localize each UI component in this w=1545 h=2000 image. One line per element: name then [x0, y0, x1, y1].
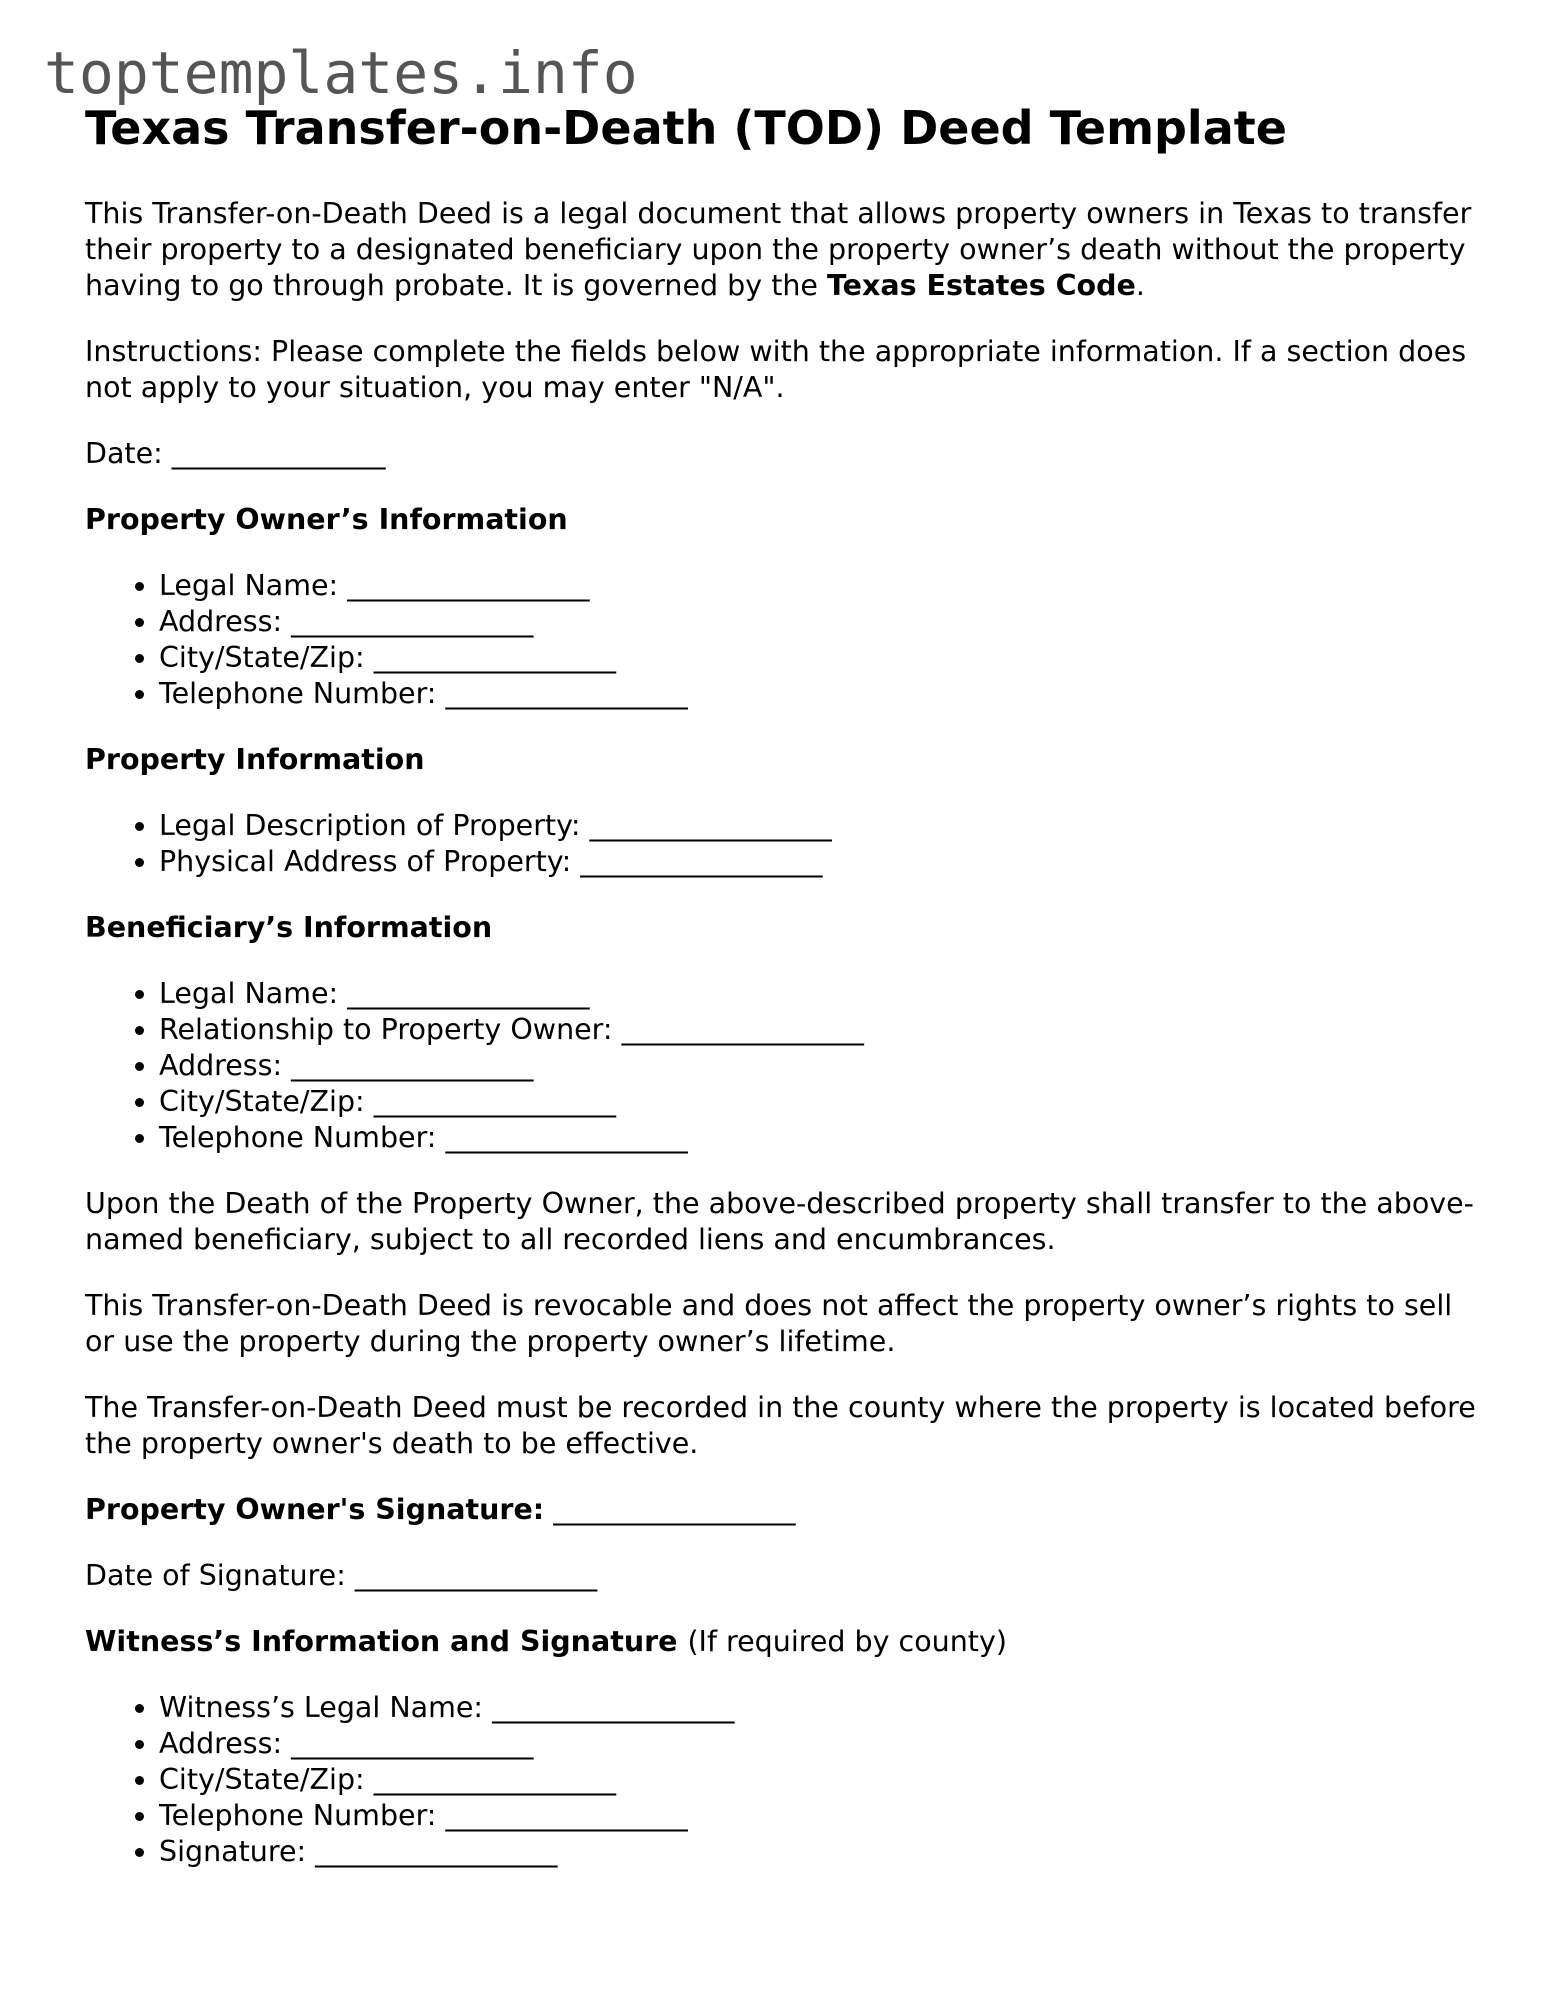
field-blank[interactable]: _________________	[291, 605, 534, 638]
list-item	[159, 1084, 1485, 1120]
list-item	[159, 640, 1485, 676]
signature-blank[interactable]: _________________	[553, 1493, 796, 1526]
field-blank[interactable]: _________________	[492, 1691, 735, 1724]
list-item	[159, 1048, 1485, 1084]
list-item	[159, 1120, 1485, 1156]
signature-label: Property Owner's Signature:	[85, 1493, 545, 1526]
field-label: Legal Name:	[159, 569, 339, 602]
field-label: Telephone Number:	[159, 1121, 437, 1154]
owner-fields	[85, 568, 1485, 712]
watermark: toptemplates.info	[44, 39, 638, 107]
list-item	[159, 1762, 1485, 1798]
document	[85, 100, 1485, 1900]
field-blank[interactable]: _________________	[445, 1799, 688, 1832]
signature-line	[85, 1492, 1485, 1528]
field-label: City/State/Zip:	[159, 1763, 365, 1796]
record-paragraph: The Transfer-on-Death Deed must be recorded in the county where the property is located before the property owner's death to be effective.	[85, 1391, 1476, 1460]
date-line	[85, 436, 1485, 472]
list-item	[159, 1798, 1485, 1834]
revocable-paragraph: This Transfer-on-Death Deed is revocable and does not affect the property owner’s rights to sell or use the property during the property owner’s lifetime.	[85, 1289, 1453, 1358]
field-blank[interactable]: _________________	[373, 641, 616, 674]
field-label: City/State/Zip:	[159, 1085, 365, 1118]
document-title: Texas Transfer-on-Death (TOD) Deed Template	[85, 101, 1287, 155]
field-label: Address:	[159, 605, 283, 638]
field-blank[interactable]: _________________	[291, 1049, 534, 1082]
witness-heading	[85, 1624, 1485, 1660]
list-item	[159, 808, 1485, 844]
date-signature-blank[interactable]: _________________	[354, 1559, 598, 1592]
field-label: City/State/Zip:	[159, 641, 365, 674]
field-blank[interactable]: _________________	[347, 977, 590, 1010]
date-signature-line	[85, 1558, 1485, 1594]
intro-text: This Transfer-on-Death Deed is a legal document that allows property owners in Texas to transfer their property to a designated beneficiary upon the property owner’s death without the property having to go through probate. It is governed by the	[85, 197, 1472, 302]
field-label: Address:	[159, 1049, 283, 1082]
field-blank[interactable]: _________________	[589, 809, 832, 842]
field-label: Legal Description of Property:	[159, 809, 581, 842]
date-signature-label: Date of Signature:	[85, 1559, 346, 1592]
list-item	[159, 1012, 1485, 1048]
field-blank[interactable]: _________________	[373, 1085, 616, 1118]
intro-bold: Texas Estates Code	[827, 269, 1136, 302]
field-blank[interactable]: _________________	[347, 569, 590, 602]
list-item	[159, 1690, 1485, 1726]
witness-fields	[85, 1690, 1485, 1870]
intro-end: .	[1135, 269, 1145, 302]
list-item	[159, 604, 1485, 640]
list-item	[159, 844, 1485, 880]
list-item	[159, 676, 1485, 712]
witness-note: (If required by county)	[687, 1625, 1007, 1658]
beneficiary-fields	[85, 976, 1485, 1156]
field-blank[interactable]: _________________	[315, 1835, 558, 1868]
field-blank[interactable]: _________________	[373, 1763, 616, 1796]
list-item	[159, 976, 1485, 1012]
witness-heading-text: Witness’s Information and Signature	[85, 1625, 678, 1658]
field-label: Telephone Number:	[159, 677, 437, 710]
instructions-paragraph: Instructions: Please complete the fields below with the appropriate information. If a section does not apply to your situation, you may enter "N/A".	[85, 335, 1467, 404]
owner-heading: Property Owner’s Information	[85, 503, 568, 536]
field-label: Legal Name:	[159, 977, 339, 1010]
date-label: Date:	[85, 437, 163, 470]
property-fields	[85, 808, 1485, 880]
field-blank[interactable]: _________________	[445, 677, 688, 710]
field-blank[interactable]: _________________	[291, 1727, 534, 1760]
field-blank[interactable]: _________________	[580, 845, 823, 878]
field-label: Telephone Number:	[159, 1799, 437, 1832]
field-label: Physical Address of Property:	[159, 845, 572, 878]
field-label: Address:	[159, 1727, 283, 1760]
transfer-paragraph: Upon the Death of the Property Owner, the above-described property shall transfer to the above-named beneficiary, subject to all recorded liens and encumbrances.	[85, 1187, 1474, 1256]
field-label: Relationship to Property Owner:	[159, 1013, 613, 1046]
list-item	[159, 1726, 1485, 1762]
field-label: Witness’s Legal Name:	[159, 1691, 484, 1724]
beneficiary-heading: Beneficiary’s Information	[85, 911, 493, 944]
list-item	[159, 1834, 1485, 1870]
intro-paragraph	[85, 196, 1485, 304]
date-blank[interactable]: _______________	[171, 437, 386, 470]
field-label: Signature:	[159, 1835, 307, 1868]
property-heading: Property Information	[85, 743, 425, 776]
list-item	[159, 568, 1485, 604]
field-blank[interactable]: _________________	[445, 1121, 688, 1154]
field-blank[interactable]: _________________	[621, 1013, 864, 1046]
